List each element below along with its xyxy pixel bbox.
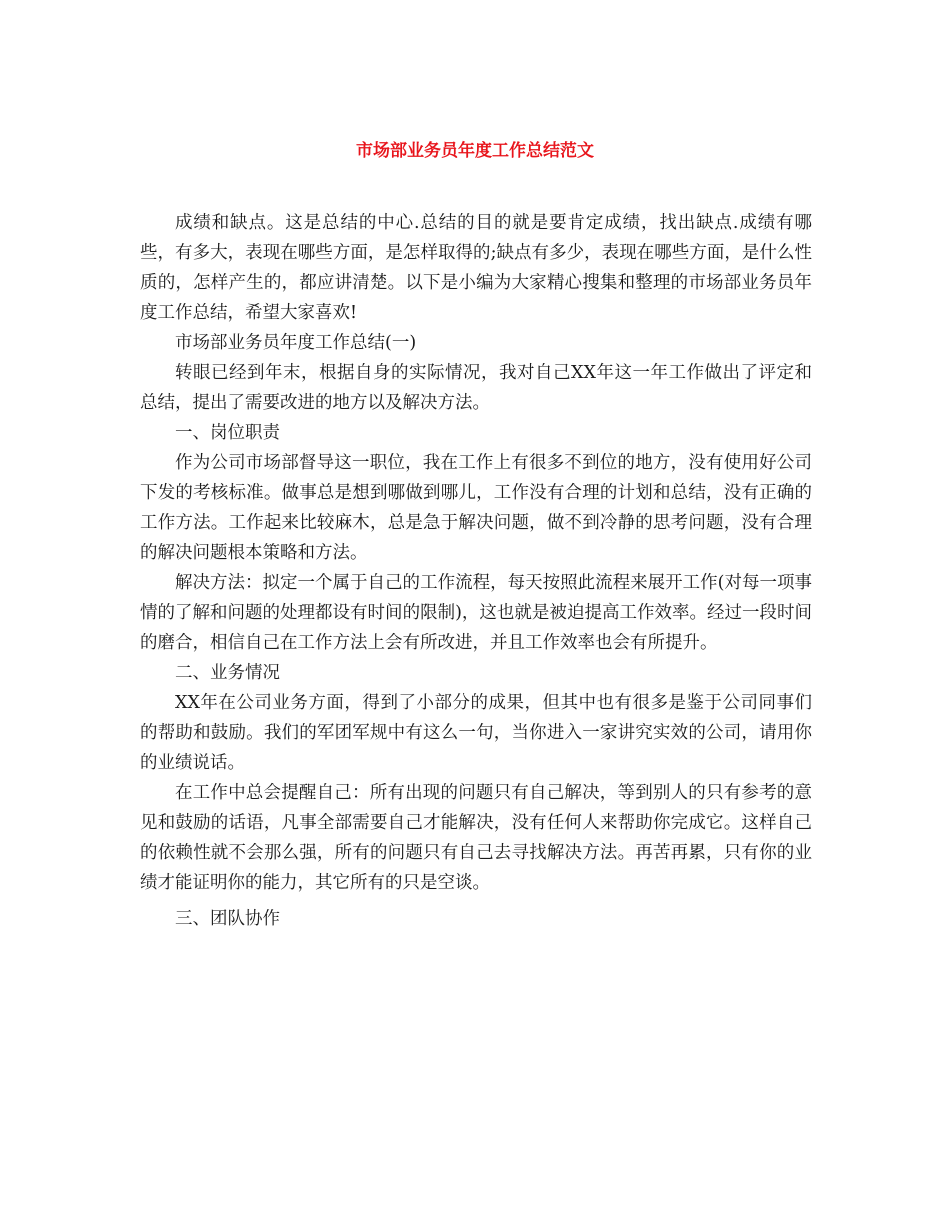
paragraph-year-end: 转眼已经到年末，根据自身的实际情况，我对自己XX年这一年工作做出了评定和总结，提出了需要改进的地方以及解决方法。	[140, 363, 812, 413]
paragraph-business: XX年在公司业务方面，得到了小部分的成果，但其中也有很多是鉴于公司同事们的帮助和鼓励。我们的军团军规中有这么一句，当你进入一家讲究实效的公司，请用你的业绩说话。	[140, 693, 812, 773]
section-heading-job-duties: 一、岗位职责	[175, 423, 280, 443]
paragraph-job-duties: 作为公司市场部督导这一职位，我在工作上有很多不到位的地方，没有使用好公司下发的考核标准。做事总是想到哪做到哪儿，工作没有合理的计划和总结，没有正确的工作方法。工作起来比较麻木，总是急于解决问题，做不到冷静的思考问题，没有合理的解决问题根本策略和方法。	[140, 453, 812, 563]
document-body	[140, 208, 812, 934]
section-heading-business: 二、业务情况	[175, 663, 280, 683]
section-heading-teamwork: 三、团队协作	[175, 909, 280, 929]
document-title: 市场部业务员年度工作总结范文	[356, 141, 594, 161]
paragraph-solution: 解决方法：拟定一个属于自己的工作流程，每天按照此流程来展开工作(对每一项事情的了解和问题的处理都设有时间的限制)，这也就是被迫提高工作效率。经过一段时间的磨合，相信自己在工作方法上会有所改进，并且工作效率也会有所提升。	[140, 573, 812, 653]
section-heading-summary-one: 市场部业务员年度工作总结(一)	[175, 333, 417, 353]
intro-paragraph: 成绩和缺点。这是总结的中心.总结的目的就是要肯定成绩，找出缺点.成绩有哪些，有多大，表现在哪些方面，是怎样取得的;缺点有多少，表现在哪些方面，是什么性质的，怎样产生的，都应讲清楚。以下是小编为大家精心搜集和整理的市场部业务员年度工作总结，希望大家喜欢!	[140, 213, 812, 323]
paragraph-self-reminder: 在工作中总会提醒自己：所有出现的问题只有自己解决，等到别人的只有参考的意见和鼓励的话语，凡事全部需要自己才能解决，没有任何人来帮助你完成它。这样自己的依赖性就不会那么强，所有的问题只有自己去寻找解决方法。再苦再累，只有你的业绩才能证明你的能力，其它所有的只是空谈。	[140, 783, 812, 893]
